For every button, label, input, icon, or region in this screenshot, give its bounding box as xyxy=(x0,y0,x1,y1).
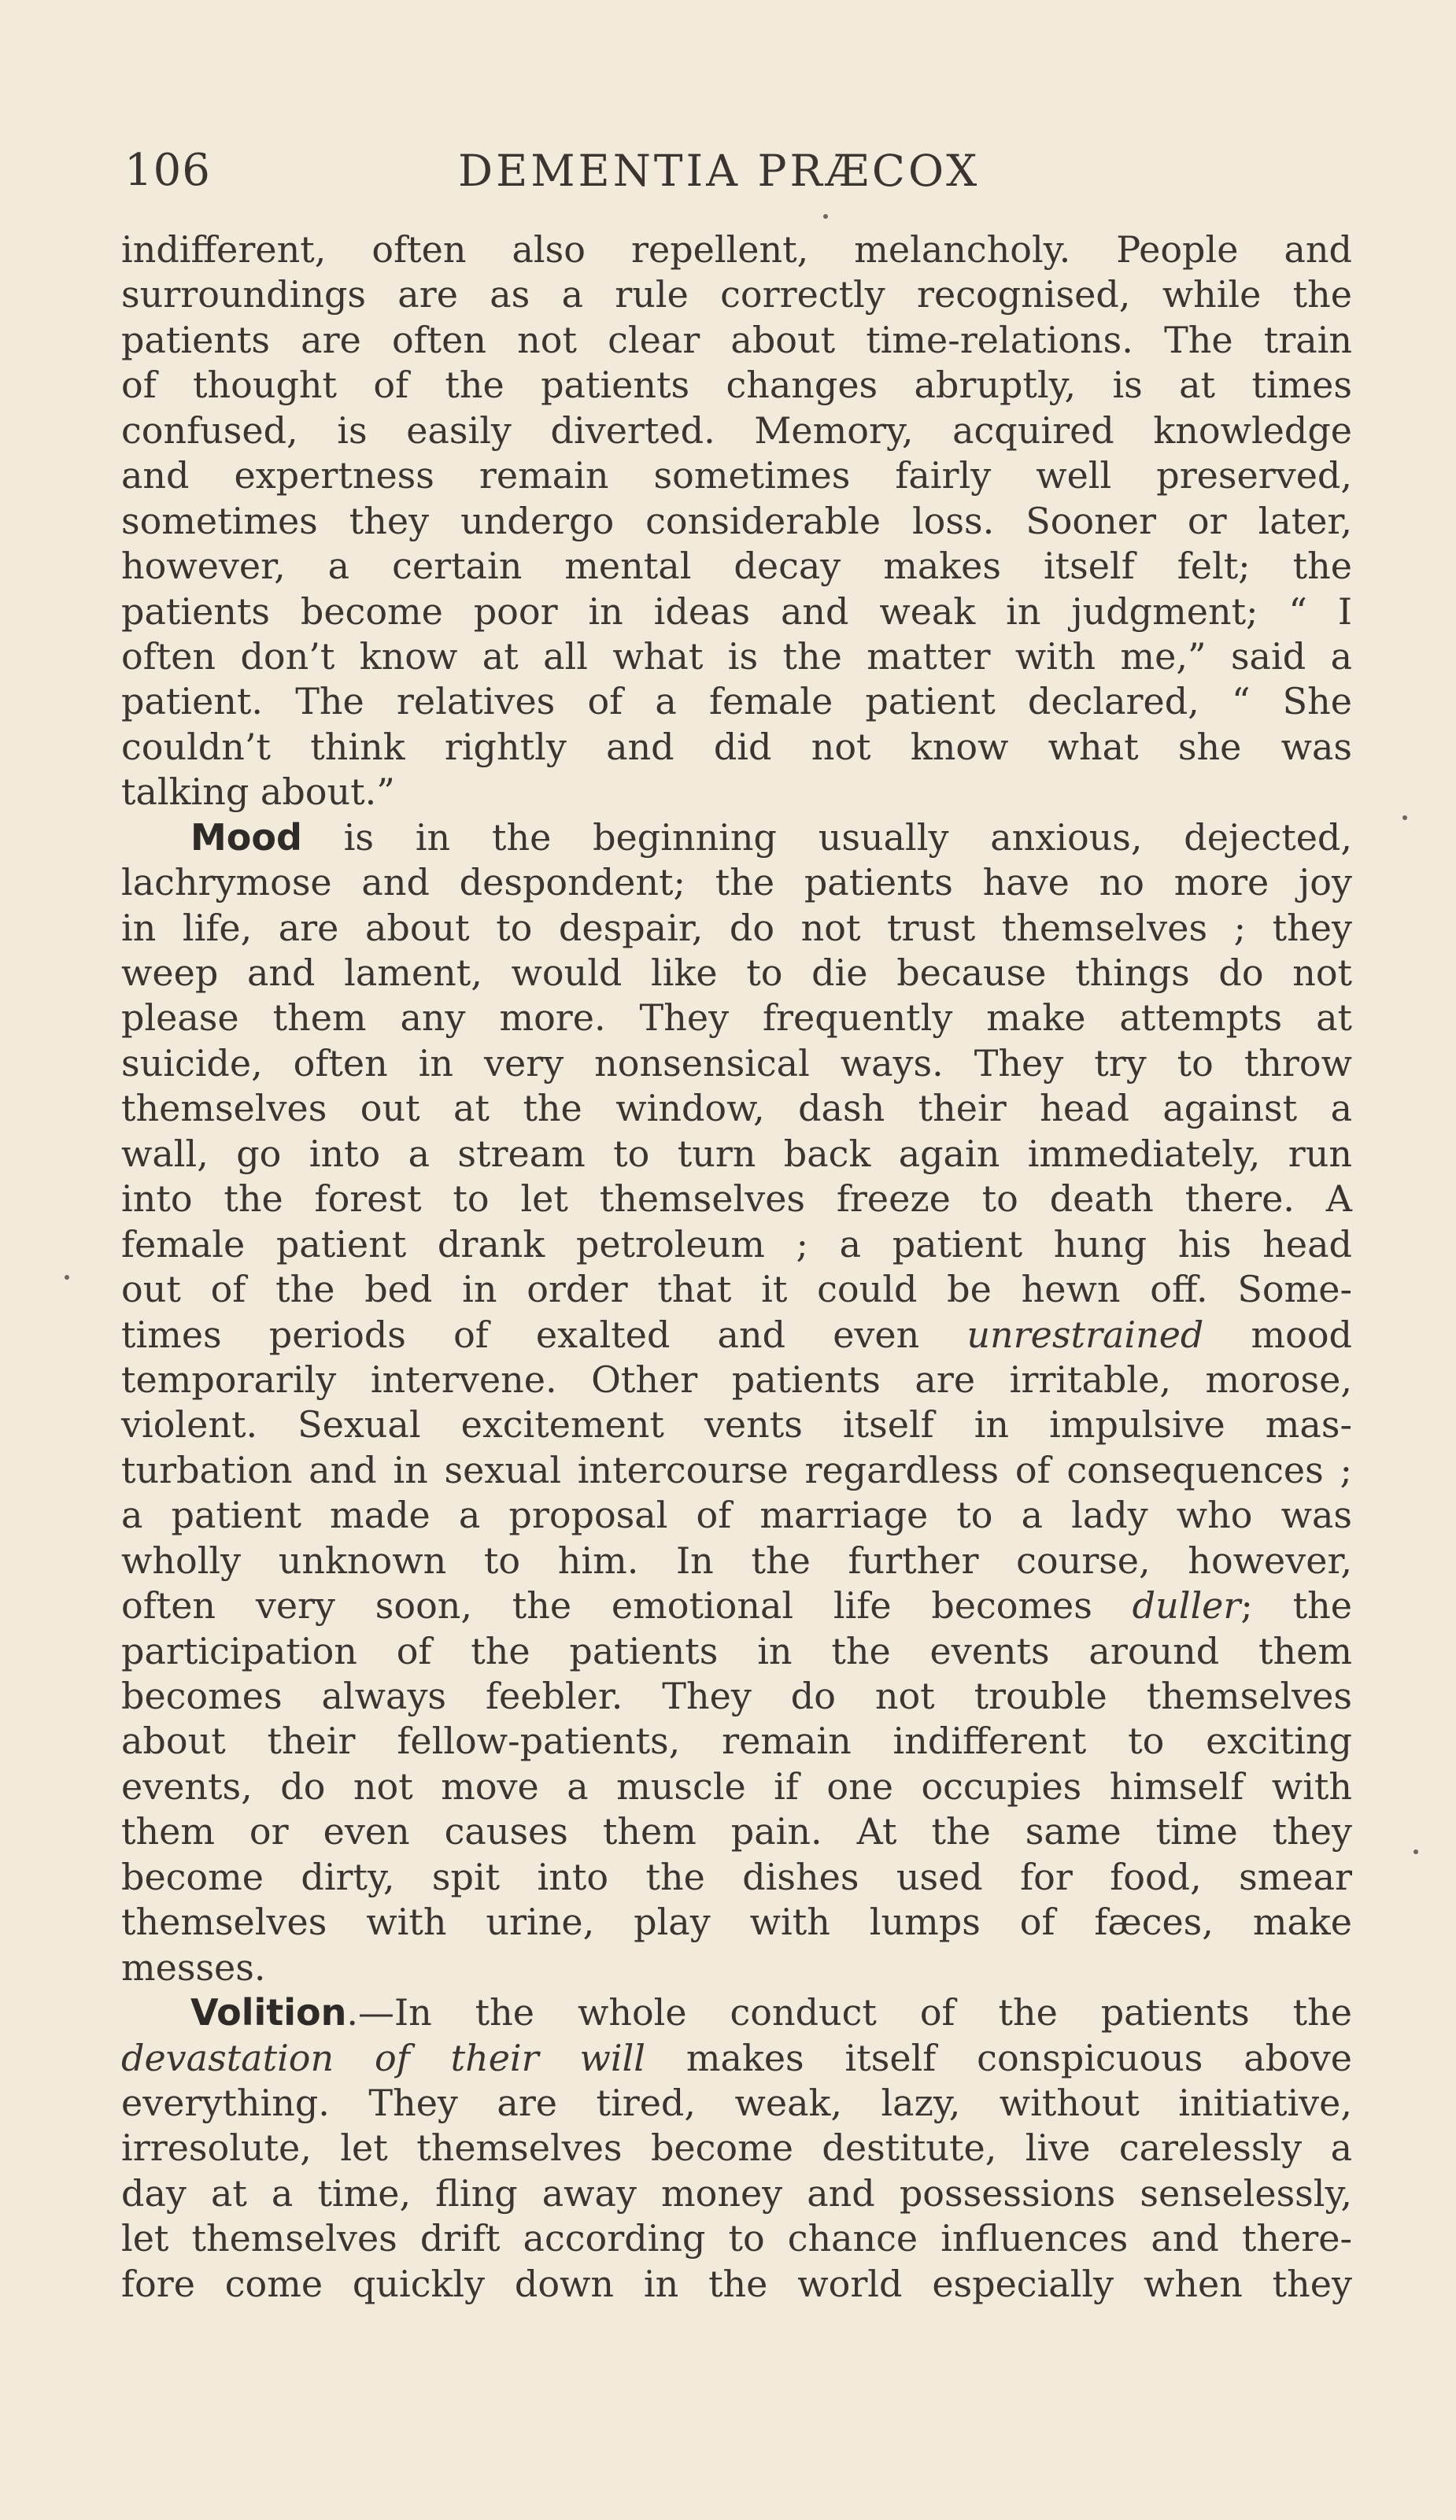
text-line xyxy=(121,815,1352,860)
paragraph-volition xyxy=(121,1990,1352,2307)
text-line: wholly unknown to him. In the further course, however, xyxy=(121,1539,1352,1582)
text-line: participation of the patients in the events around them xyxy=(121,1629,1352,1672)
text-line: surroundings are as a rule correctly recognised, while the xyxy=(121,273,1352,316)
text-line: about their fellow-patients, remain indifferent to exciting xyxy=(121,1720,1352,1763)
ink-speck xyxy=(1402,815,1407,820)
paragraph-mood xyxy=(121,815,1352,1990)
text-run: mood xyxy=(1203,1313,1352,1356)
text-line: of thought of the patients changes abruptly, is at times xyxy=(121,364,1352,407)
text-line: fore come quickly down in the world especially when they xyxy=(121,2262,1352,2305)
text-run: often very soon, the emotional life becomes xyxy=(121,1584,1133,1628)
text-line xyxy=(121,2036,1352,2081)
ink-speck xyxy=(823,214,828,219)
ink-speck xyxy=(1414,1849,1418,1854)
text-line: events, do not move a muscle if one occupies himself with xyxy=(121,1764,1352,1808)
text-line: out of the bed in order that it could be hewn off. Some- xyxy=(121,1268,1352,1311)
text-line: let themselves drift according to chance influences and there- xyxy=(121,2217,1352,2260)
text-run: makes itself conspicuous above xyxy=(645,2036,1353,2079)
body-text xyxy=(121,227,1352,2307)
text-line: and expertness remain sometimes fairly well preserved, xyxy=(121,454,1352,497)
text-line: couldn’t think rightly and did not know what she was xyxy=(121,725,1352,768)
text-line: patient. The relatives of a female patient declared, “ She xyxy=(121,680,1352,723)
text-line: them or even causes them pain. At the same time they xyxy=(121,1810,1352,1853)
text-line: become dirty, spit into the dishes used for food, smear xyxy=(121,1855,1352,1898)
text-line: day at a time, fling away money and possessions senselessly, xyxy=(121,2171,1352,2215)
text-line: patients are often not clear about time-relations. The train xyxy=(121,318,1352,361)
text-line: weep and lament, would like to die because things do not xyxy=(121,951,1352,994)
text-line: violent. Sexual excitement vents itself in impulsive mas- xyxy=(121,1403,1352,1447)
italic-emphasis: devastation of their will xyxy=(121,2036,646,2079)
page-number: 106 xyxy=(124,145,211,196)
text-line: however, a certain mental decay makes itself felt; the xyxy=(121,545,1352,588)
text-run: times periods of exalted and even xyxy=(121,1313,967,1356)
text-line: turbation and in sexual intercourse regardless of consequences ; xyxy=(121,1448,1352,1491)
text-line xyxy=(121,1990,1352,2035)
text-line: lachrymose and despondent; the patients have no more joy xyxy=(121,861,1352,904)
text-line: themselves out at the window, dash their head against a xyxy=(121,1087,1352,1130)
text-line xyxy=(121,1583,1352,1628)
text-line xyxy=(121,1313,1352,1358)
text-line: confused, is easily diverted. Memory, acquired knowledge xyxy=(121,408,1352,452)
text-line: wall, go into a stream to turn back again immediately, run xyxy=(121,1132,1352,1175)
ink-speck xyxy=(65,1275,69,1280)
text-line: everything. They are tired, weak, lazy, without initiative, xyxy=(121,2081,1352,2124)
italic-emphasis: duller xyxy=(1132,1584,1241,1628)
text-run: ; the xyxy=(1240,1584,1352,1628)
text-line: temporarily intervene. Other patients are irritable, morose, xyxy=(121,1358,1352,1401)
text-line: in life, are about to despair, do not trust themselves ; they xyxy=(121,906,1352,949)
text-line: themselves with urine, play with lumps of fæces, make xyxy=(121,1901,1352,1944)
text-line: talking about.” xyxy=(121,770,395,814)
page-header xyxy=(124,135,1352,206)
text-line: female patient drank petroleum ; a patient hung his head xyxy=(121,1222,1352,1266)
text-line: sometimes they undergo considerable loss. Sooner or later, xyxy=(121,499,1352,542)
paragraph-continued xyxy=(121,227,1352,815)
text-run: .—In the whole conduct of the patients the xyxy=(346,1991,1352,2034)
text-line: indifferent, often also repellent, melancholy. People and xyxy=(121,228,1352,271)
text-line: suicide, often in very nonsensical ways. They try to throw xyxy=(121,1041,1352,1084)
text-line: irresolute, let themselves become destitute, live carelessly a xyxy=(121,2126,1352,2170)
text-line: please them any more. They frequently make attempts at xyxy=(121,996,1352,1040)
running-title: DEMENTIA PRÆCOX xyxy=(458,146,981,196)
text-line: often don’t know at all what is the matter with me,” said a xyxy=(121,634,1352,678)
text-run: is in the beginning usually anxious, dejected, xyxy=(301,815,1352,859)
text-line: into the forest to let themselves freeze to death there. A xyxy=(121,1177,1352,1221)
text-line: a patient made a proposal of marriage to a lady who was xyxy=(121,1494,1352,1537)
section-heading-volition: Volition xyxy=(190,1991,347,2034)
text-line: messes. xyxy=(121,1945,266,1989)
section-heading-mood: Mood xyxy=(190,815,302,859)
italic-emphasis: unrestrained xyxy=(966,1313,1204,1356)
text-line: becomes always feebler. They do not trouble themselves xyxy=(121,1675,1352,1717)
text-line: patients become poor in ideas and weak in judgment; “ I xyxy=(121,589,1352,633)
